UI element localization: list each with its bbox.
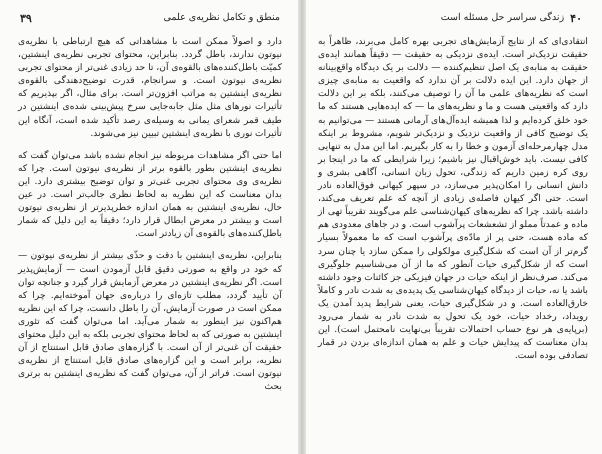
- book-gutter: [298, 0, 306, 454]
- right-paragraph-1: انتقادی‌ای که از نتایج آزمایش‌های تجربی بهره کامل می‌برند، ظاهراً به حقیقت نزدیک‌تر است. ایده‌ی نزدیکی به حقیقت — دقیقاً همانند ایده‌ی حقیقت به منابه‌ی یک اصل تنظیم‌کننده — دلالت بر یک دیدگاه واقع‌بینانه از جهان دارد. این ایده دلالت بر آن ندارد که واقعیت به منابه‌ی چیزی است که نظریه‌های علمی ما آن را توصیف می‌کنند، بلکه بر این دلالت دارد که واقعیتی هست و ما و نظریه‌های ما — که ایده‌هایی هستند که ما خود خلق کرده‌ایم و لذا همیشه ایده‌آل‌های آرمانی هستند — می‌توانیم به یک توضیح کافی از واقعیت نزدیک و نزدیک‌تر شویم، مشروط بر اینکه مدل چهارمرحله‌ای آزمون و خطا را به کار بگیریم. اما این مدل به تنهایی کافی نیست. باید خوش‌اقبال نیز باشیم؛ زیرا شرایطی که ما در اینجا بر روی کره زمین داریم که زندگی، تحول زبان انسانی، آگاهی بشری و دانش انسانی را امکان‌پذیر می‌سازد، در سپهر کیهانی فوق‌العاده نادر است. حتی اگر کیهان فاصله‌ی زیادی از آنچه که علم تعریف می‌کند، داشته باشد. چرا که نظریه‌های کیهان‌شناسی علم می‌گویند تقریباً تهی از ماده و عمدتاً مملو از تشعشعات پرآشوب است. و در جاهای معدودی هم که ماده هست، حتی پر از مادّه‌ی پرآشوب است که ما معمولاً بسیار گرم‌تر از آن است که شکل‌گیری مولکولی را ممکن سازد یا چنان سرد است که از شکل‌گیری حیات آنطور که ما از آن می‌شناسیم جلوگیری می‌کند. صرف‌نظر از اینکه حیات در جهان فیزیکی جز کائنات وجود داشته باشد یا نه، حیات از دیدگاه کیهان‌شناسی یک پدیده‌ی به شدت نادر و کاملاً خارق‌العاده است. و در شکل‌گیری حیات، یعنی شرایط پدید آمدن یک رویداد، رخداد حیات، خود یک تحول به شدت نادر به شمار می‌رود (برپایه‌ی هر نوع حساب احتمالات تقریباً بی‌نهایت نامحتمل است). این بدان معناست که پیدایش حیات و علم به همان اندازه‌ای بردن در قمار تصادفی بوده است.: [318, 36, 588, 362]
- left-page-number: ۳۹: [20, 12, 32, 25]
- left-paragraph-3: بنابراین، نظریه‌ی اینشتین با دقت و حذّی بیشتر از نظریه‌ی نیوتون — که خود در واقع به صورتی دقیق قابل آزمودن است — آزمایش‌پذیر است. اگر نظریه‌ی اینشتین در معرض آزمایش قرار گیرد و جنانچه توان آن تأیید گردد، مطلب تازه‌ای را درباره‌ی جهان آموخته‌ایم. چرا که ممکن است در صورت آزمایش، آن را باطل دانست، چرا که این نظریه هم‌اکنون نیز اینطور به شمار می‌آید. اما می‌توان گفت که تئوری اینشتین به صورتی که به لحاظ محتوای تجربی بلکه به این دلیل محتوای حقیقت آن غنی‌تر از آن است. با گزاره‌های صادق قابل استنتاج از آن نظریه، برابر است و این گزاره‌های صادق قابل استنتاج از نظریه‌ی نیوتون است. فراتر از آن، می‌توان گفت که نظریه‌ی اینشتین به برتری بحث: [18, 250, 282, 393]
- right-page-number: ۴۰: [570, 12, 582, 25]
- right-page: [306, 0, 602, 454]
- left-running-title: منطق و تکامل نظریه‌ی علمی: [163, 12, 280, 23]
- left-page-header: [20, 12, 280, 25]
- left-page: [0, 0, 298, 454]
- left-page-body: [18, 35, 282, 402]
- right-page-header: [322, 12, 582, 25]
- right-page-body: [318, 35, 588, 371]
- left-paragraph-1: دارد و اصولاً ممکن است با مشاهداتی که هیچ ارتباطی با نظریه‌ی نیوتون ندارند، باطل گردد. بنابراین، محتوای تجربی نظریه‌ی اینشتین، کمیّت باطل‌کننده‌های بالقوه‌ی آن، تا حد زیادی غنی‌تر از محتوای تجربی نظریه‌ی نیوتون است. و سرانجام، قدرت توضیح‌دهندگی بالقوه‌ی نظریه‌ی اینشتین به مراتب افزون‌تر است. برای مثال، اگر بپذیریم که تأثیرات نورهای مثل مثل جابه‌جایی سرخ پیش‌بینی شده‌ی اینشتین در طیف قمر شعرای یمانی به وسیله‌ی رصد تأکید شده است، آنگاه این تأثیرات نوری با نظریه‌ی اینشتین تبیین نیز می‌شوند.: [18, 36, 282, 139]
- left-paragraph-2: اما حتی اگر مشاهدات مربوطه نیز انجام نشده باشد می‌توان گفت که نظریه‌ی اینشتین بطور بالقوه برتر از نظریه‌ی نیوتون است. چرا که نظریه‌ی وی محتوای تجربی غنی‌تر و توان توضیح بیشتری دارد. این بدان معناست که این نظریه به لحاظ نظری جالب‌تر است. در عین حال، نظریه‌ی اینشتین به همان اندازه خطرپذیرتر از نظریه‌ی نیوتون است و بیشتر در معرض ابطال قرار دارد؛ دقیقاً به این دلیل که شمار باطل‌کننده‌های بالقوه‌ی آن زیادتر است.: [18, 149, 282, 240]
- right-running-title: زندگی سراسر حل مسئله است: [440, 12, 565, 23]
